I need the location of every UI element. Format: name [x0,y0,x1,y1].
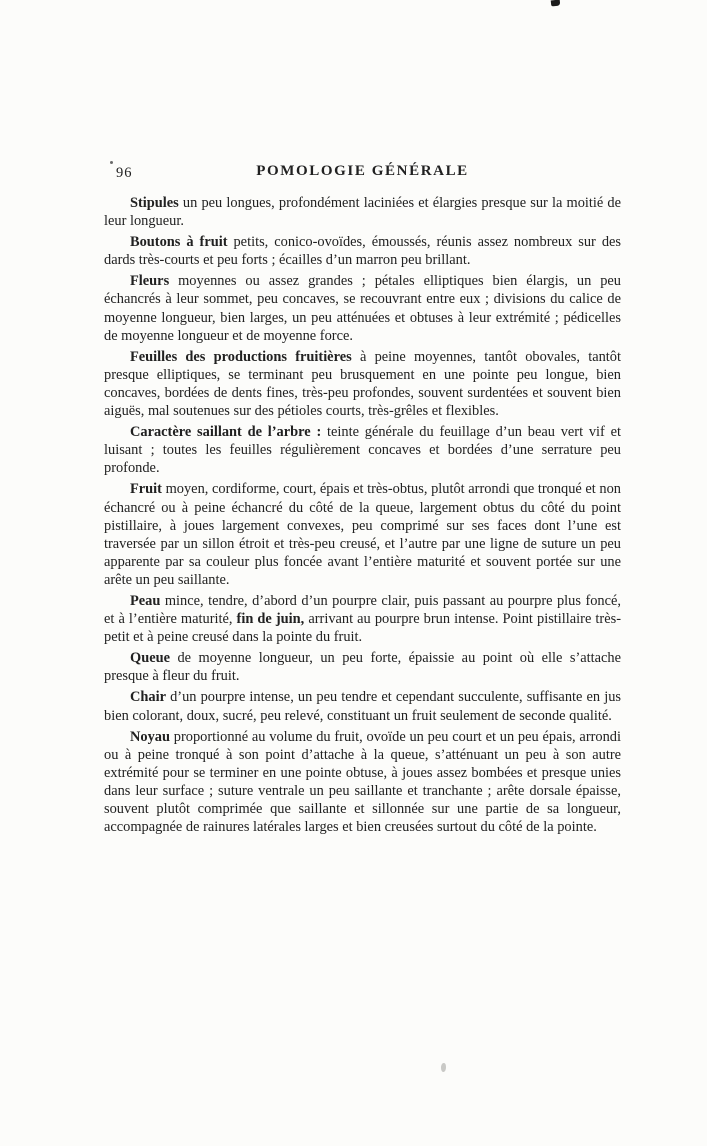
paragraph-term-bold: Peau [130,592,161,609]
paragraph [104,233,621,269]
paragraph-text-run: teinte générale du feuillage d’un beau vert vif et luisant ; toutes les feuilles régulièrement concaves et bordées d’une serrature peu profonde. [104,424,622,477]
paragraph [104,348,621,420]
page-number: 96 [116,165,133,181]
paragraph-text-run: de moyenne longueur, un peu forte, épaissie au point où elle s’attache presque à fleur du fruit. [104,650,621,685]
paragraph-term-bold: Queue [130,650,170,667]
paragraph-term-bold: Stipules [130,195,179,211]
paragraph-term-bold: Chair [130,689,166,706]
paragraph-text-run: mince, tendre, d’abord d’un pourpre clair, puis passant au pourpre plus foncé, et à l’entière maturité, [104,592,621,628]
paragraph-text-run: d’un pourpre intense, un peu tendre et cependant succulente, suffisante en jus bien colorant, doux, sucré, peu relevé, constituant un fruit seulement de seconde qualité. [104,689,621,724]
paragraph [104,728,621,837]
paragraph-text-run: moyen, cordiforme, court, épais et très-obtus, plutôt arrondi que tronqué et non échancré ou à peine échancré du côté de la queue, largement obtus du côté du point pistillaire, à joues largement convexes, peu comprimé sur ses faces dont l’une est traversée par un sillon étroit et très-peu creusé, et l’autre par une ligne de suture un peu apparente par sa couleur plus foncée avant l’entière maturité et souvent portée sur une arête un peu saillante. [104,481,621,588]
paragraph-text-run: un peu longues, profondément laciniées et élargies presque sur la moitié de leur longueur. [104,195,621,230]
paragraph-term-bold: Fruit [130,481,162,498]
paragraph [104,423,621,477]
paragraph-text-run: petits, conico-ovoïdes, émoussés, réunis assez nombreux sur des dards très-courts et peu forts ; écailles d’un marron peu brillant. [104,234,621,269]
paragraph-term-bold: Noyau [130,728,170,745]
paragraph [104,688,621,724]
text-block [104,194,621,839]
paragraph [104,592,621,646]
paragraph-text-run: proportionné au volume du fruit, ovoïde un peu court et un peu épais, arrondi ou à peine tronqué à son point d’attache à la queue, s’atténuant un peu à son autre extrémité pour se terminer en une pointe obtuse, à joues assez bombées et presque unies dans leur surface ; suture ventrale un peu saillante et tranchante ; arête dorsale épaisse, souvent plutôt comprimée que saillante et sillonnée sur une partie de sa longueur, accompagnée de rainures latérales larges et bien creusées surtout du côté de la pointe. [104,728,621,836]
paragraph-term-bold: fin de juin, [236,611,305,628]
paragraph [104,649,621,685]
paragraph-text-run: à peine moyennes, tantôt obovales, tantôt presque elliptiques, se terminant peu brusquement en une pointe peu longue, bien concaves, bordées de dents fines, très-peu profondes, souvent surdentées et souvent bien aiguës, mal soutenues sur des pétioles courts, très-grêles et flexibles. [104,348,622,420]
paragraph [104,194,621,230]
paragraph-term-bold: Boutons à fruit [130,234,228,251]
running-header-title: POMOLOGIE GÉNÉRALE [256,163,469,179]
ink-speck-top-right [551,0,561,6]
paragraph-text-run: arrivant au pourpre brun intense. Point pistillaire très-petit et à peine creusé dans la pointe du fruit. [104,611,621,646]
scan-artifact-bottom [441,1063,446,1072]
paragraph-term-bold: Caractère saillant de l’arbre : [130,424,322,441]
paragraph [104,480,621,589]
paragraph [104,272,621,344]
paragraph-term-bold: Feuilles des productions fruitières [130,348,352,365]
paragraph-term-bold: Fleurs [130,273,170,290]
paragraph-text-run: moyennes ou assez grandes ; pétales elliptiques bien élargis, un peu échancrés à leur sommet, peu concaves, se recouvrant entre eux ; divisions du calice de moyenne longueur, bien larges, un peu atténuées et obtuses à leur extrémité ; pédicelles de moyenne longueur et de moyenne force. [104,273,621,344]
